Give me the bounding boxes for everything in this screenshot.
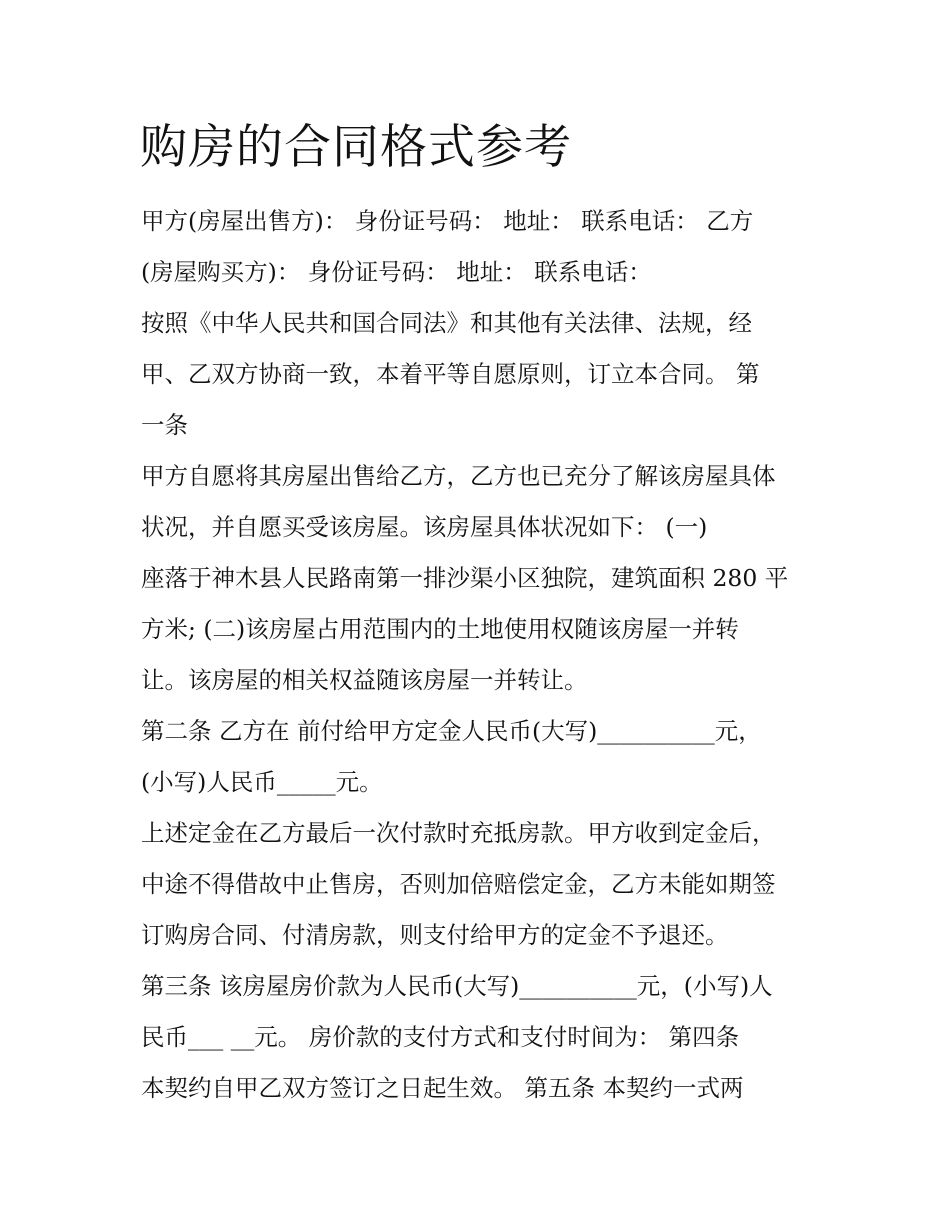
- contract-line: 本契约自甲乙双方签订之日起生效。 第五条 本契约一式两: [141, 1074, 744, 1102]
- contract-line: 甲方(房屋出售方)： 身份证号码： 地址： 联系电话： 乙方: [141, 207, 754, 235]
- contract-line: 上述定金在乙方最后一次付款时充抵房款。甲方收到定金后，: [141, 819, 776, 847]
- contract-line: 座落于神木县人民路南第一排沙渠小区独院，建筑面积 280 平: [141, 564, 789, 592]
- contract-line: 一条: [141, 411, 188, 439]
- contract-line: 甲方自愿将其房屋出售给乙方，乙方也已充分了解该房屋具体: [141, 462, 776, 490]
- contract-line: 方米; (二)该房屋占用范围内的土地使用权随该房屋一并转: [141, 615, 739, 643]
- contract-line: (小写)人民币_____元。: [141, 768, 383, 796]
- contract-line: 第三条 该房屋房价款为人民币(大写)__________元，(小写)人: [141, 972, 773, 1000]
- contract-line: 按照《中华人民共和国合同法》和其他有关法律、法规，经: [141, 309, 752, 337]
- contract-line: 民币___ __元。 房价款的支付方式和支付时间为： 第四条: [141, 1023, 740, 1051]
- contract-line: 第二条 乙方在 前付给甲方定金人民币(大写)__________元，: [141, 717, 762, 745]
- contract-line: 中途不得借故中止售房，否则加倍赔偿定金，乙方未能如期签: [141, 870, 776, 898]
- contract-line: 让。该房屋的相关权益随该房屋一并转让。: [141, 666, 588, 694]
- contract-line: 状况，并自愿买受该房屋。该房屋具体状况如下： (一): [141, 513, 708, 541]
- contract-line: 甲、乙双方协商一致，本着平等自愿原则，订立本合同。 第: [141, 360, 760, 388]
- contract-line: 订购房合同、付清房款，则支付给甲方的定金不予退还。: [141, 921, 729, 949]
- document-title: 购房的合同格式参考: [140, 120, 572, 175]
- contract-line: (房屋购买方)： 身份证号码： 地址： 联系电话：: [141, 258, 652, 286]
